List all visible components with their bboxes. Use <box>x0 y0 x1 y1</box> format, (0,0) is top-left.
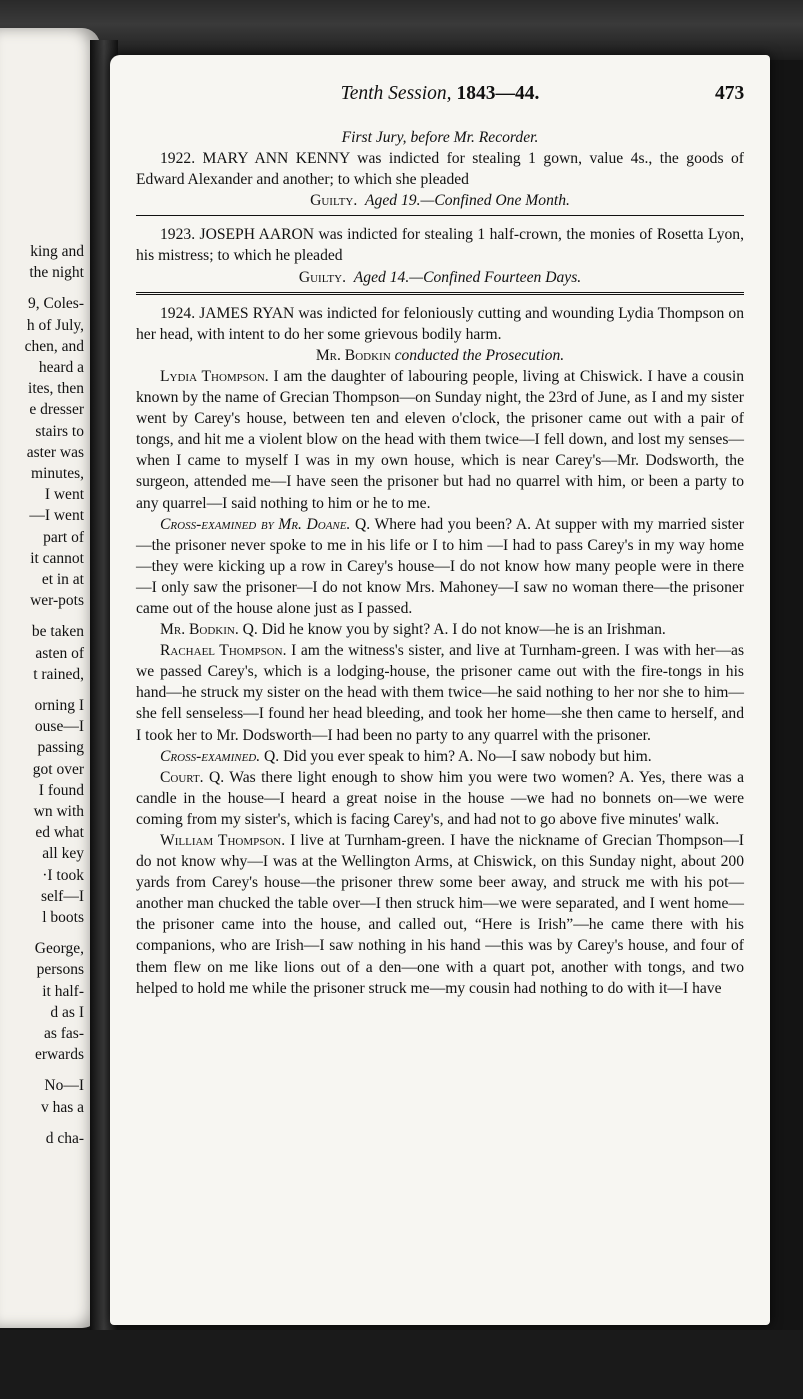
scan-bottom-edge <box>0 1330 803 1399</box>
speaker-name: Mr. Bodkin. <box>160 621 239 639</box>
session-name: Tenth Session, <box>340 83 452 104</box>
facing-page-line: George, <box>34 940 84 958</box>
facing-page-line: e dresser <box>29 401 84 419</box>
facing-page-line: be taken <box>31 623 84 641</box>
verdict-word: Guilty. <box>298 268 346 286</box>
jury-heading <box>136 127 744 148</box>
speaker-name: Lydia Thompson. <box>160 367 269 385</box>
facing-page-line: ed what <box>35 824 84 842</box>
testimony-text: Q. Was there light enough to show him you were two women? A. Yes, there was a candle in the house—I heard a great noise in the house —we had no bonnets on—we were coming from my sister's, which is facing Carey's, and had not to go above five minutes' walk. <box>136 768 744 828</box>
facing-page-line: wn with <box>33 803 84 820</box>
facing-page-line: self—I <box>40 887 84 905</box>
facing-page-line: —I went <box>29 507 84 525</box>
facing-page-line: wer-pots <box>30 592 84 610</box>
session-years: 1843—44. <box>456 83 540 104</box>
jury-heading-text: First Jury, before Mr. Recorder. <box>341 129 539 146</box>
facing-page-line: got over <box>32 760 84 778</box>
testimony-paragraph <box>136 640 744 745</box>
testimony-text: I am the daughter of labouring people, living at Chiswick. I have a cousin known by the name of Grecian Thompson—on Sunday night, the 23rd of June, as I and my sister went by Carey's house, between ten and eleven o'clock, the prisoner came out with a pair of tongs, and hit me a violent blow on the head with them twice—I fell down, and lost my senses—when I came to myself I was in my own house, which is near Carey's—Mr. Dodsworth, the surgeon, attended me—I have seen the prisoner but had no quarrel with him, or been a party to any quarrel—I said nothing to him or he to me. <box>136 367 745 512</box>
speaker-name: William Thompson. <box>160 832 286 849</box>
facing-page-line: heard a <box>38 359 84 376</box>
facing-page-fragment <box>0 28 100 1328</box>
facing-page-line: king and <box>30 243 84 260</box>
case-1922-verdict <box>136 190 744 211</box>
testimony-text: I live at Turnham-green. I have the nickname of Grecian Thompson—I do not know why—I was at the Wellington Arms, at Chiswick, on this Sunday night, about 200 yards from Carey's house—the prisoner threw some beer away, and struck me with his pot—another man chucked the table over—I then struck him—we were separated, and I went home—the prisoner came into the house, and called out, “Here is Irish”—he came there with his companions, who are Irish—I saw nothing in his hand —this was by Carey's house, and four of them flew on me like lions out of a den—one with a quart pot, another with tongs, and two helped to hold me while the prisoner struck me—my cousin had nothing to do with it—I have <box>136 832 744 997</box>
testimony-text: Q. Did he know you by sight? A. I do not know—he is an Irishman. <box>238 621 666 639</box>
book-page <box>110 55 770 1325</box>
facing-page-line: d cha- <box>45 1129 84 1147</box>
testimony-paragraph <box>136 767 744 830</box>
case-1924-text: 1924. JAMES RYAN was indicted for feloniously cutting and wounding Lydia Thompson on her head, with intent to do her some grievous bodily harm. <box>136 304 744 343</box>
facing-page-line: I found <box>38 781 84 799</box>
facing-page-line: v has a <box>40 1098 84 1116</box>
facing-page-line: as fas- <box>43 1025 84 1042</box>
testimony-paragraph <box>136 619 744 640</box>
facing-page-line: d as I <box>50 1003 84 1021</box>
facing-page-line: it half- <box>42 982 84 1000</box>
case-1923-verdict <box>136 267 744 288</box>
facing-page-line: part of <box>43 528 84 546</box>
page-text <box>136 127 744 999</box>
testimony-text: I am the witness's sister, and live at Turnham-green. I was with her—as we passed Carey's, which is a lodging-house, the prisoner came out with the fire-tongs in his hand—he struck my sister on the head with them twice—he said nothing to her nor she to him—she fell senseless—I found her head bleeding, and took her home—she then came to herself, and I took her to Mr. Dodsworth—I had been no party to any quarrel with the prisoner. <box>136 642 745 744</box>
speaker-name: Cross-examined by Mr. Doane. <box>160 515 351 533</box>
scan-background <box>0 0 803 60</box>
prosecution-note: conducted the Prosecution. <box>394 346 565 364</box>
verdict-word: Guilty. <box>310 192 358 210</box>
facing-page-line: ·I took <box>42 866 84 884</box>
facing-page-line: t rained, <box>33 665 84 683</box>
testimony-text: Q. Did you ever speak to him? A. No—I saw nobody but him. <box>260 747 652 765</box>
facing-page-line: minutes, <box>31 465 84 482</box>
testimony-paragraph <box>136 830 744 999</box>
speaker-name: Rachael Thompson. <box>160 642 287 660</box>
testimony-paragraph <box>136 514 744 619</box>
page-number: 473 <box>715 83 745 104</box>
facing-page-line: h of July, <box>26 316 84 334</box>
facing-page-line: I went <box>44 486 84 504</box>
facing-page-line: it cannot <box>30 549 84 567</box>
testimony-list <box>136 366 744 999</box>
facing-page-line: orning I <box>34 697 84 714</box>
sentence: Aged 19.—Confined One Month. <box>365 192 570 210</box>
session-title <box>230 83 650 105</box>
prosecutor-name: Mr. Bodkin <box>315 346 391 364</box>
facing-page-line: persons <box>36 961 84 979</box>
sentence: Aged 14.—Confined Fourteen Days. <box>353 268 582 286</box>
facing-page-line: ites, then <box>28 380 84 398</box>
facing-page-line: stairs to <box>35 422 84 440</box>
case-1922-text: 1922. MARY ANN KENNY was indicted for stealing 1 gown, value 4s., the goods of Edward Alexander and another; to which she pleaded <box>136 150 744 189</box>
facing-page-line: l boots <box>42 909 84 926</box>
case-1923-text: 1923. JOSEPH AARON was indicted for stealing 1 half-crown, the monies of Rosetta Lyon, his mistress; to which he pleaded <box>136 226 744 265</box>
facing-page-line: chen, and <box>24 337 84 355</box>
facing-page-line: aster was <box>26 443 84 461</box>
facing-page-line: 9, Coles- <box>28 295 84 313</box>
facing-page-line: No—I <box>44 1077 84 1095</box>
facing-page-line: et in at <box>41 571 84 588</box>
facing-page-line: the night <box>29 264 84 282</box>
testimony-paragraph <box>136 366 744 514</box>
prosecution-line <box>136 345 744 366</box>
section-rule <box>136 215 744 216</box>
facing-page-line: all key <box>42 845 84 863</box>
running-header <box>230 83 770 109</box>
facing-page-line: asten of <box>35 644 84 662</box>
speaker-name: Cross-examined. <box>160 747 261 765</box>
speaker-name: Court. <box>160 768 204 786</box>
facing-page-line: passing <box>37 739 84 757</box>
facing-page-line: ouse—I <box>34 718 84 736</box>
testimony-text: Q. Where had you been? A. At supper with my married sister—the prisoner never spoke to me in his life or I to him —I had to pass Carey's in my way home—they were kicking up a row in Carey's house—I do not know how many people were in there—I only saw the prisoner—I do not know Mrs. Mahoney—I saw no woman there—the prisoner came out of the house alone just as I passed. <box>136 515 744 617</box>
testimony-paragraph <box>136 746 744 767</box>
section-rule <box>136 292 744 295</box>
facing-page-line: erwards <box>34 1046 84 1064</box>
